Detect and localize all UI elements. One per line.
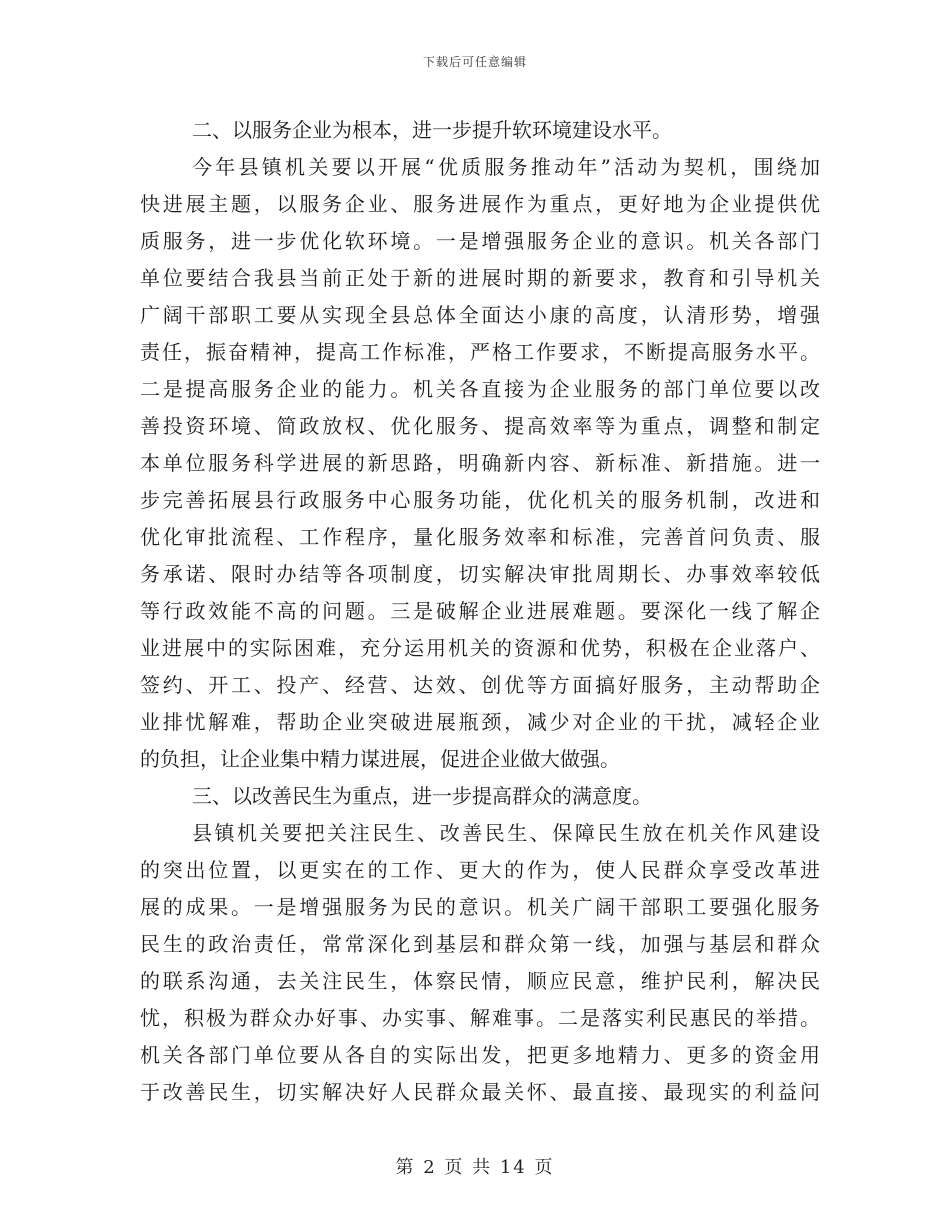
body-text-line: 的突出位置，以更实在的工作、更大的作为，使人民群众享受改革进 (140, 858, 820, 882)
body-text-line: 展的成果。一是增强服务为民的意识。机关广阔干部职工要强化服务 (140, 895, 820, 919)
body-text-line: 县镇机关要把关注民生、改善民生、保障民生放在机关作风建设 (192, 821, 820, 845)
body-text-line: 二是提高服务企业的能力。机关各直接为企业服务的部门单位要以改 (140, 377, 820, 401)
body-text-line: 今年县镇机关要以开展“优质服务推动年”活动为契机，围绕加 (192, 155, 820, 179)
body-text-line: 忧，积极为群众办好事、办实事、解难事。二是落实利民惠民的举措。 (140, 1006, 820, 1030)
body-text-line: 签约、开工、投产、经营、达效、创优等方面搞好服务，主动帮助企 (140, 673, 820, 697)
body-text-line: 等行政效能不高的问题。三是破解企业进展难题。要深化一线了解企 (140, 599, 820, 623)
body-text-line: 三、以改善民生为重点，进一步提高群众的满意度。 (192, 784, 652, 808)
body-text-line: 业排忧解难，帮助企业突破进展瓶颈，减少对企业的干扰，减轻企业 (140, 710, 820, 734)
body-text-line: 善投资环境、简政放权、优化服务、提高效率等为重点，调整和制定 (140, 414, 820, 438)
document-body (140, 112, 820, 1111)
body-text-line: 务承诺、限时办结等各项制度，切实解决审批周期长、办事效率较低 (140, 562, 820, 586)
body-text-line: 责任，振奋精神，提高工作标准，严格工作要求，不断提高服务水平。 (140, 340, 820, 364)
body-text-line: 机关各部门单位要从各自的实际出发，把更多地精力、更多的资金用 (140, 1043, 820, 1067)
body-text-line: 优化审批流程、工作程序，量化服务效率和标准，完善首问负责、服 (140, 525, 820, 549)
body-text-line: 快进展主题，以服务企业、服务进展作为重点，更好地为企业提供优 (140, 192, 820, 216)
body-text-line: 本单位服务科学进展的新思路，明确新内容、新标准、新措施。进一 (140, 451, 820, 475)
body-text-line: 质服务，进一步优化软环境。一是增强服务企业的意识。机关各部门 (140, 229, 820, 253)
page-footer: 第 2 页 共 14 页 (395, 1157, 555, 1178)
body-text-line: 民生的政治责任，常常深化到基层和群众第一线，加强与基层和群众 (140, 932, 820, 956)
body-text-line: 步完善拓展县行政服务中心服务功能，优化机关的服务机制，改进和 (140, 488, 820, 512)
body-text-line: 于改善民生，切实解决好人民群众最关怀、最直接、最现实的利益问 (140, 1080, 820, 1104)
page-header: 下载后可任意编辑 (422, 55, 527, 69)
body-text-line: 广阔干部职工要从实现全县总体全面达小康的高度，认清形势，增强 (140, 303, 820, 327)
body-text-line: 单位要结合我县当前正处于新的进展时期的新要求，教育和引导机关 (140, 266, 820, 290)
body-text-line: 二、以服务企业为根本，进一步提升软环境建设水平。 (192, 118, 672, 142)
body-text-line: 的联系沟通，去关注民生，体察民情，顺应民意，维护民利，解决民 (140, 969, 820, 993)
body-text-line: 的负担，让企业集中精力谋进展，促进企业做大做强。 (140, 747, 620, 771)
body-text-line: 业进展中的实际困难，充分运用机关的资源和优势，积极在企业落户、 (140, 636, 820, 660)
